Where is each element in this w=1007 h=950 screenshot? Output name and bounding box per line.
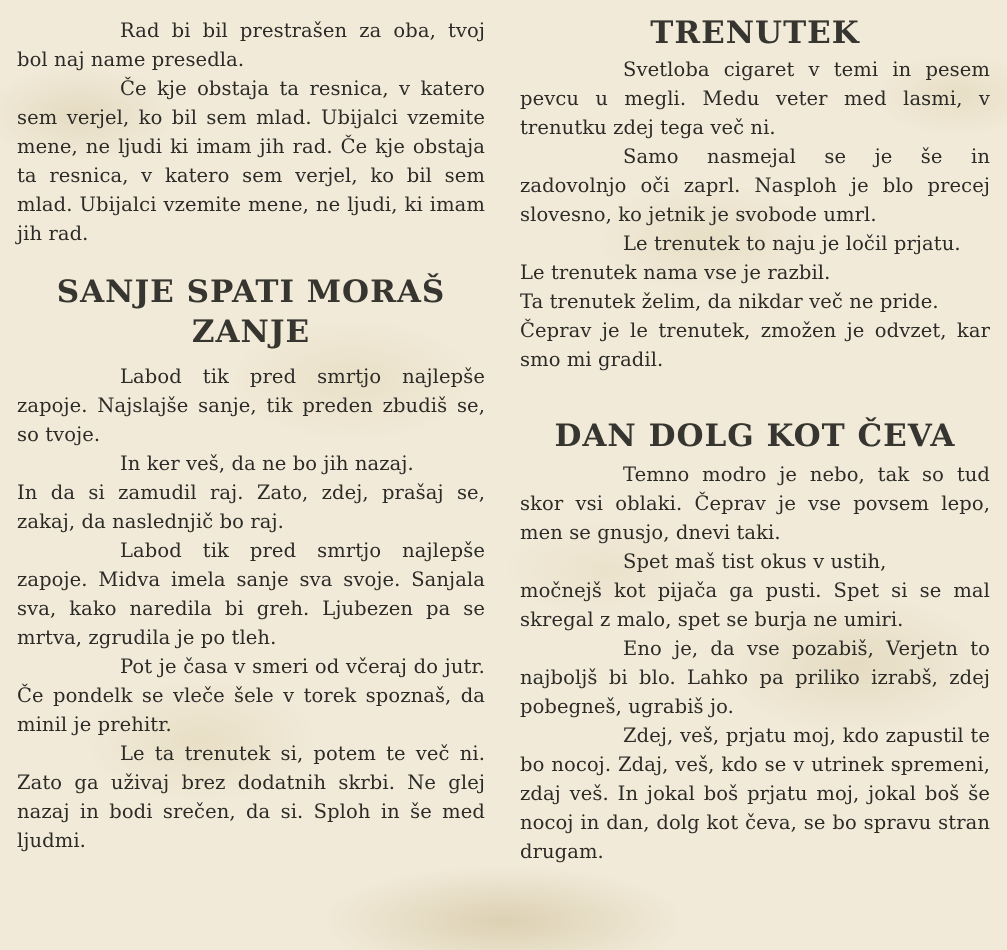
section-title-dan-dolg: DAN DOLG KOT ČEVA — [554, 418, 956, 454]
section-title-sanje-spati: SANJE SPATI MORAŠ ZANJE — [56, 274, 446, 350]
verse-paragraph: močnejš kot pijača ga pusti. Spet si se mal skregal z malo, spet se burja ne umiri. — [520, 579, 990, 631]
section-body-sanje-spati — [17, 362, 485, 855]
intro-paragraph: Če kje obstaja ta resnica, v katero sem verjel, ko bil sem mlad. Ubijalci vzemite mene, ne ljudi ki imam jih rad. Če kje obstaja ta resnica, v katero sem verjel, ko bil sem mlad. Ubijalci vzemite mene, ne ljudi, ki imam jih rad. — [17, 77, 485, 245]
verse-paragraph: Pot je časa v smeri od včeraj do jutr. Če pondelk se vleče šele v torek spoznaš, da minil je prehitr. — [17, 655, 485, 736]
verse-paragraph: Le ta trenutek si, potem te več ni. Zato ga uživaj brez dodatnih skrbi. Ne glej nazaj in bodi srečen, da si. Sploh in še med ljudmi. — [17, 742, 485, 852]
verse-paragraph: Le trenutek to naju je ločil prjatu. — [623, 232, 961, 255]
intro-block — [17, 0, 485, 248]
intro-paragraph: Rad bi bil prestrašen za oba, tvoj bol naj name presedla. — [17, 19, 485, 71]
verse-paragraph: Labod tik pred smrtjo najlepše zapoje. Najslajše sanje, tik preden zbudiš se, so tvoje. — [17, 365, 485, 446]
verse-paragraph: Spet maš tist okus v ustih, — [623, 550, 887, 573]
verse-paragraph: Ta trenutek želim, da nikdar več ne pride. — [520, 290, 939, 313]
verse-paragraph: In ker veš, da ne bo jih nazaj. — [120, 452, 414, 475]
verse-paragraph: Eno je, da vse pozabiš, Verjetn to najboljš bi blo. Lahko pa priliko izrabš, zdej pobegneš, ugrabiš jo. — [520, 637, 990, 718]
left-column — [17, 0, 485, 950]
verse-paragraph: Temno modro je nebo, tak so tud skor vsi oblaki. Čeprav je vse povsem lepo, men se gnusjo, dnevi taki. — [520, 463, 990, 544]
verse-paragraph: In da si zamudil raj. Zato, zdej, prašaj se, zakaj, da naslednjič bo raj. — [17, 481, 485, 533]
verse-paragraph: Samo nasmejal se je še in zadovolnjo oči zaprl. Nasploh je blo precej slovesno, ko jetnik je svobode umrl. — [520, 145, 990, 226]
verse-paragraph: Labod tik pred smrtjo najlepše zapoje. Midva imela sanje sva svoje. Sanjala sva, kako naredila bi greh. Ljubezen pa se mrtva, zgrudila je po tleh. — [17, 539, 485, 649]
section-body-trenutek — [520, 55, 990, 374]
verse-paragraph: Svetloba cigaret v temi in pesem pevcu u megli. Medu veter med lasmi, v trenutku zdej tega več ni. — [520, 58, 990, 139]
verse-paragraph: Le trenutek nama vse je razbil. — [520, 261, 831, 284]
section-body-dan-dolg — [520, 460, 990, 866]
verse-paragraph: Čeprav je le trenutek, zmožen je odvzet, kar smo mi gradil. — [520, 319, 990, 371]
right-column — [520, 0, 990, 950]
section-title-trenutek: TRENUTEK — [650, 15, 860, 51]
verse-paragraph: Zdej, veš, prjatu moj, kdo zapustil te bo nocoj. Zdaj, veš, kdo se v utrinek spremeni, zdaj veš. In jokal boš prjatu moj, jokal boš še nocoj in dan, dolg kot čeva, se bo spravu stran drugam. — [520, 724, 990, 863]
